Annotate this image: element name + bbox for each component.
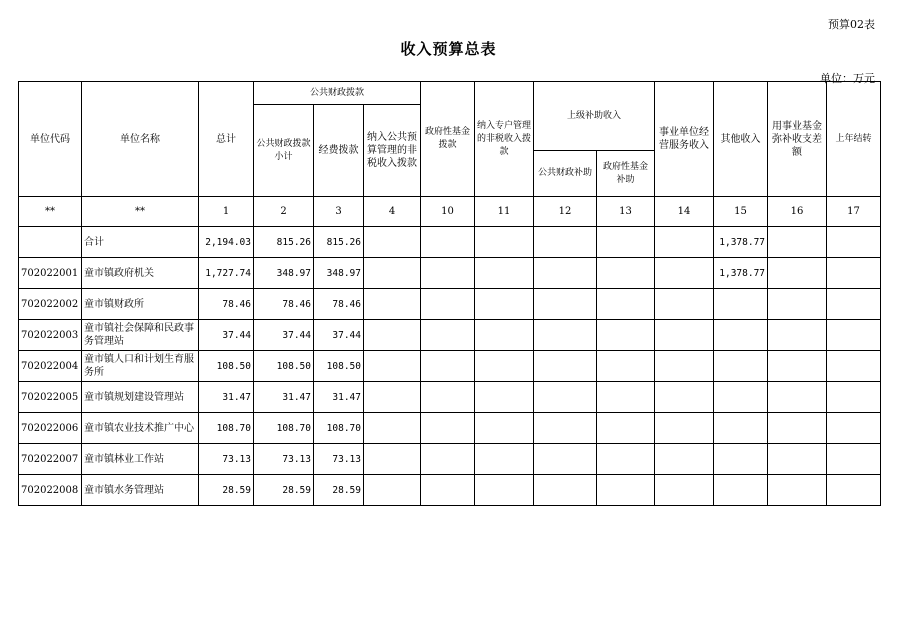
amount-cell bbox=[364, 444, 421, 475]
amount-cell bbox=[597, 227, 655, 258]
amount-cell bbox=[421, 227, 475, 258]
amount-cell bbox=[827, 444, 881, 475]
amount-cell: 31.47 bbox=[254, 382, 314, 413]
amount-cell: 108.50 bbox=[314, 351, 364, 382]
amount-cell bbox=[768, 351, 827, 382]
amount-cell bbox=[534, 289, 597, 320]
amount-cell: 1,378.77 bbox=[714, 258, 768, 289]
amount-cell bbox=[534, 382, 597, 413]
amount-cell bbox=[655, 444, 714, 475]
unit-code-cell: 702022007 bbox=[19, 444, 82, 475]
amount-cell bbox=[655, 289, 714, 320]
amount-cell bbox=[475, 382, 534, 413]
amount-cell bbox=[827, 289, 881, 320]
amount-cell bbox=[475, 351, 534, 382]
amount-cell bbox=[421, 444, 475, 475]
header-superior-group: 上级补助收入 bbox=[534, 82, 655, 151]
amount-cell bbox=[421, 258, 475, 289]
form-number: 预算02表 bbox=[828, 18, 875, 31]
amount-cell: 37.44 bbox=[254, 320, 314, 351]
amount-cell: 28.59 bbox=[254, 475, 314, 506]
amount-cell bbox=[364, 351, 421, 382]
column-number-cell: 1 bbox=[199, 197, 254, 227]
amount-cell bbox=[827, 382, 881, 413]
amount-cell bbox=[475, 227, 534, 258]
amount-cell: 815.26 bbox=[314, 227, 364, 258]
header-fund-offset: 用事业基金弥补收支差额 bbox=[768, 82, 827, 197]
header-public-fiscal-group: 公共财政拨款 bbox=[254, 82, 421, 105]
table-row bbox=[19, 382, 881, 413]
amount-cell bbox=[768, 413, 827, 444]
column-number-cell: 3 bbox=[314, 197, 364, 227]
amount-cell: 28.59 bbox=[314, 475, 364, 506]
amount-cell: 108.70 bbox=[314, 413, 364, 444]
amount-cell bbox=[364, 413, 421, 444]
amount-cell bbox=[534, 475, 597, 506]
amount-cell bbox=[768, 444, 827, 475]
amount-cell bbox=[827, 320, 881, 351]
header-business-income: 事业单位经营服务收入 bbox=[655, 82, 714, 197]
amount-cell: 37.44 bbox=[199, 320, 254, 351]
column-number-cell: 13 bbox=[597, 197, 655, 227]
unit-code-cell: 702022003 bbox=[19, 320, 82, 351]
header-last-year: 上年结转 bbox=[827, 82, 881, 197]
amount-cell: 108.50 bbox=[199, 351, 254, 382]
amount-cell bbox=[827, 413, 881, 444]
amount-cell bbox=[475, 320, 534, 351]
table-row bbox=[19, 444, 881, 475]
amount-cell bbox=[655, 320, 714, 351]
column-number-cell: 11 bbox=[475, 197, 534, 227]
amount-cell: 78.46 bbox=[254, 289, 314, 320]
amount-cell: 37.44 bbox=[314, 320, 364, 351]
header-special-nontax: 纳入专户管理的非税收入拨款 bbox=[475, 82, 534, 197]
amount-cell bbox=[597, 351, 655, 382]
amount-cell bbox=[597, 289, 655, 320]
table-row bbox=[19, 289, 881, 320]
amount-cell: 73.13 bbox=[254, 444, 314, 475]
unit-label: 单位：万元 bbox=[820, 72, 875, 85]
amount-cell bbox=[534, 413, 597, 444]
amount-cell bbox=[827, 258, 881, 289]
amount-cell: 108.50 bbox=[254, 351, 314, 382]
amount-cell bbox=[534, 320, 597, 351]
header-public-fiscal-subtotal: 公共财政拨款小计 bbox=[254, 105, 314, 197]
header-nontax-income: 纳入公共预算管理的非税收入拨款 bbox=[364, 105, 421, 197]
table-row bbox=[19, 258, 881, 289]
amount-cell bbox=[714, 444, 768, 475]
unit-name-cell: 童市镇政府机关 bbox=[82, 258, 199, 289]
column-number-cell: ** bbox=[82, 197, 199, 227]
amount-cell: 348.97 bbox=[314, 258, 364, 289]
amount-cell: 73.13 bbox=[314, 444, 364, 475]
amount-cell bbox=[597, 444, 655, 475]
amount-cell bbox=[364, 258, 421, 289]
amount-cell: 73.13 bbox=[199, 444, 254, 475]
amount-cell: 78.46 bbox=[314, 289, 364, 320]
amount-cell bbox=[655, 475, 714, 506]
amount-cell bbox=[768, 227, 827, 258]
amount-cell bbox=[421, 289, 475, 320]
amount-cell bbox=[768, 475, 827, 506]
table-row bbox=[19, 227, 881, 258]
amount-cell bbox=[534, 258, 597, 289]
amount-cell: 1,378.77 bbox=[714, 227, 768, 258]
header-gov-fund: 政府性基金拨款 bbox=[421, 82, 475, 197]
column-number-cell: 4 bbox=[364, 197, 421, 227]
unit-code-cell: 702022005 bbox=[19, 382, 82, 413]
amount-cell bbox=[364, 475, 421, 506]
income-budget-table bbox=[18, 81, 881, 506]
amount-cell bbox=[364, 382, 421, 413]
unit-code-cell: 702022004 bbox=[19, 351, 82, 382]
amount-cell: 108.70 bbox=[199, 413, 254, 444]
amount-cell bbox=[768, 382, 827, 413]
header-superior-public: 公共财政补助 bbox=[534, 151, 597, 197]
amount-cell bbox=[597, 475, 655, 506]
amount-cell bbox=[475, 258, 534, 289]
table-row bbox=[19, 475, 881, 506]
unit-name-cell: 童市镇水务管理站 bbox=[82, 475, 199, 506]
column-number-cell: 17 bbox=[827, 197, 881, 227]
amount-cell bbox=[597, 320, 655, 351]
amount-cell: 78.46 bbox=[199, 289, 254, 320]
amount-cell: 28.59 bbox=[199, 475, 254, 506]
unit-code-cell bbox=[19, 227, 82, 258]
amount-cell bbox=[768, 289, 827, 320]
unit-name-cell: 童市镇林业工作站 bbox=[82, 444, 199, 475]
amount-cell bbox=[714, 413, 768, 444]
amount-cell bbox=[714, 289, 768, 320]
amount-cell: 2,194.03 bbox=[199, 227, 254, 258]
column-number-cell: 14 bbox=[655, 197, 714, 227]
unit-code-cell: 702022001 bbox=[19, 258, 82, 289]
amount-cell bbox=[768, 320, 827, 351]
amount-cell bbox=[475, 289, 534, 320]
amount-cell bbox=[655, 382, 714, 413]
amount-cell: 31.47 bbox=[314, 382, 364, 413]
amount-cell bbox=[421, 320, 475, 351]
column-number-cell: 12 bbox=[534, 197, 597, 227]
column-number-cell: ** bbox=[19, 197, 82, 227]
column-number-cell: 15 bbox=[714, 197, 768, 227]
column-number-cell: 16 bbox=[768, 197, 827, 227]
amount-cell bbox=[421, 413, 475, 444]
column-number-cell: 2 bbox=[254, 197, 314, 227]
amount-cell bbox=[714, 475, 768, 506]
amount-cell bbox=[421, 475, 475, 506]
column-number-row bbox=[19, 197, 881, 227]
column-number-cell: 10 bbox=[421, 197, 475, 227]
amount-cell bbox=[475, 413, 534, 444]
amount-cell bbox=[827, 475, 881, 506]
amount-cell bbox=[655, 258, 714, 289]
unit-name-cell: 童市镇社会保障和民政事务管理站 bbox=[82, 320, 199, 351]
table-row bbox=[19, 413, 881, 444]
amount-cell bbox=[597, 382, 655, 413]
unit-name-cell: 童市镇规划建设管理站 bbox=[82, 382, 199, 413]
amount-cell: 815.26 bbox=[254, 227, 314, 258]
table-row bbox=[19, 320, 881, 351]
unit-name-cell: 童市镇人口和计划生育服务所 bbox=[82, 351, 199, 382]
amount-cell bbox=[421, 382, 475, 413]
amount-cell bbox=[534, 444, 597, 475]
amount-cell bbox=[475, 444, 534, 475]
amount-cell: 1,727.74 bbox=[199, 258, 254, 289]
amount-cell bbox=[597, 413, 655, 444]
page-title: 收入预算总表 bbox=[400, 40, 497, 58]
header-expense-allocation: 经费拨款 bbox=[314, 105, 364, 197]
amount-cell bbox=[655, 227, 714, 258]
unit-code-cell: 702022006 bbox=[19, 413, 82, 444]
amount-cell bbox=[827, 227, 881, 258]
amount-cell bbox=[714, 351, 768, 382]
amount-cell: 108.70 bbox=[254, 413, 314, 444]
header-unit-name: 单位名称 bbox=[82, 82, 199, 197]
amount-cell bbox=[827, 351, 881, 382]
amount-cell bbox=[534, 227, 597, 258]
amount-cell bbox=[768, 258, 827, 289]
amount-cell bbox=[475, 475, 534, 506]
unit-code-cell: 702022008 bbox=[19, 475, 82, 506]
amount-cell bbox=[714, 320, 768, 351]
unit-name-cell: 合计 bbox=[82, 227, 199, 258]
amount-cell bbox=[421, 351, 475, 382]
amount-cell bbox=[364, 320, 421, 351]
header-other-income: 其他收入 bbox=[714, 82, 768, 197]
amount-cell bbox=[597, 258, 655, 289]
amount-cell bbox=[364, 227, 421, 258]
amount-cell bbox=[364, 289, 421, 320]
amount-cell bbox=[655, 413, 714, 444]
header-total: 总计 bbox=[199, 82, 254, 197]
amount-cell bbox=[714, 382, 768, 413]
unit-name-cell: 童市镇财政所 bbox=[82, 289, 199, 320]
header-unit-code: 单位代码 bbox=[19, 82, 82, 197]
table-row bbox=[19, 351, 881, 382]
amount-cell bbox=[655, 351, 714, 382]
header-superior-fund: 政府性基金补助 bbox=[597, 151, 655, 197]
amount-cell: 348.97 bbox=[254, 258, 314, 289]
amount-cell: 31.47 bbox=[199, 382, 254, 413]
amount-cell bbox=[534, 351, 597, 382]
unit-code-cell: 702022002 bbox=[19, 289, 82, 320]
unit-name-cell: 童市镇农业技术推广中心 bbox=[82, 413, 199, 444]
